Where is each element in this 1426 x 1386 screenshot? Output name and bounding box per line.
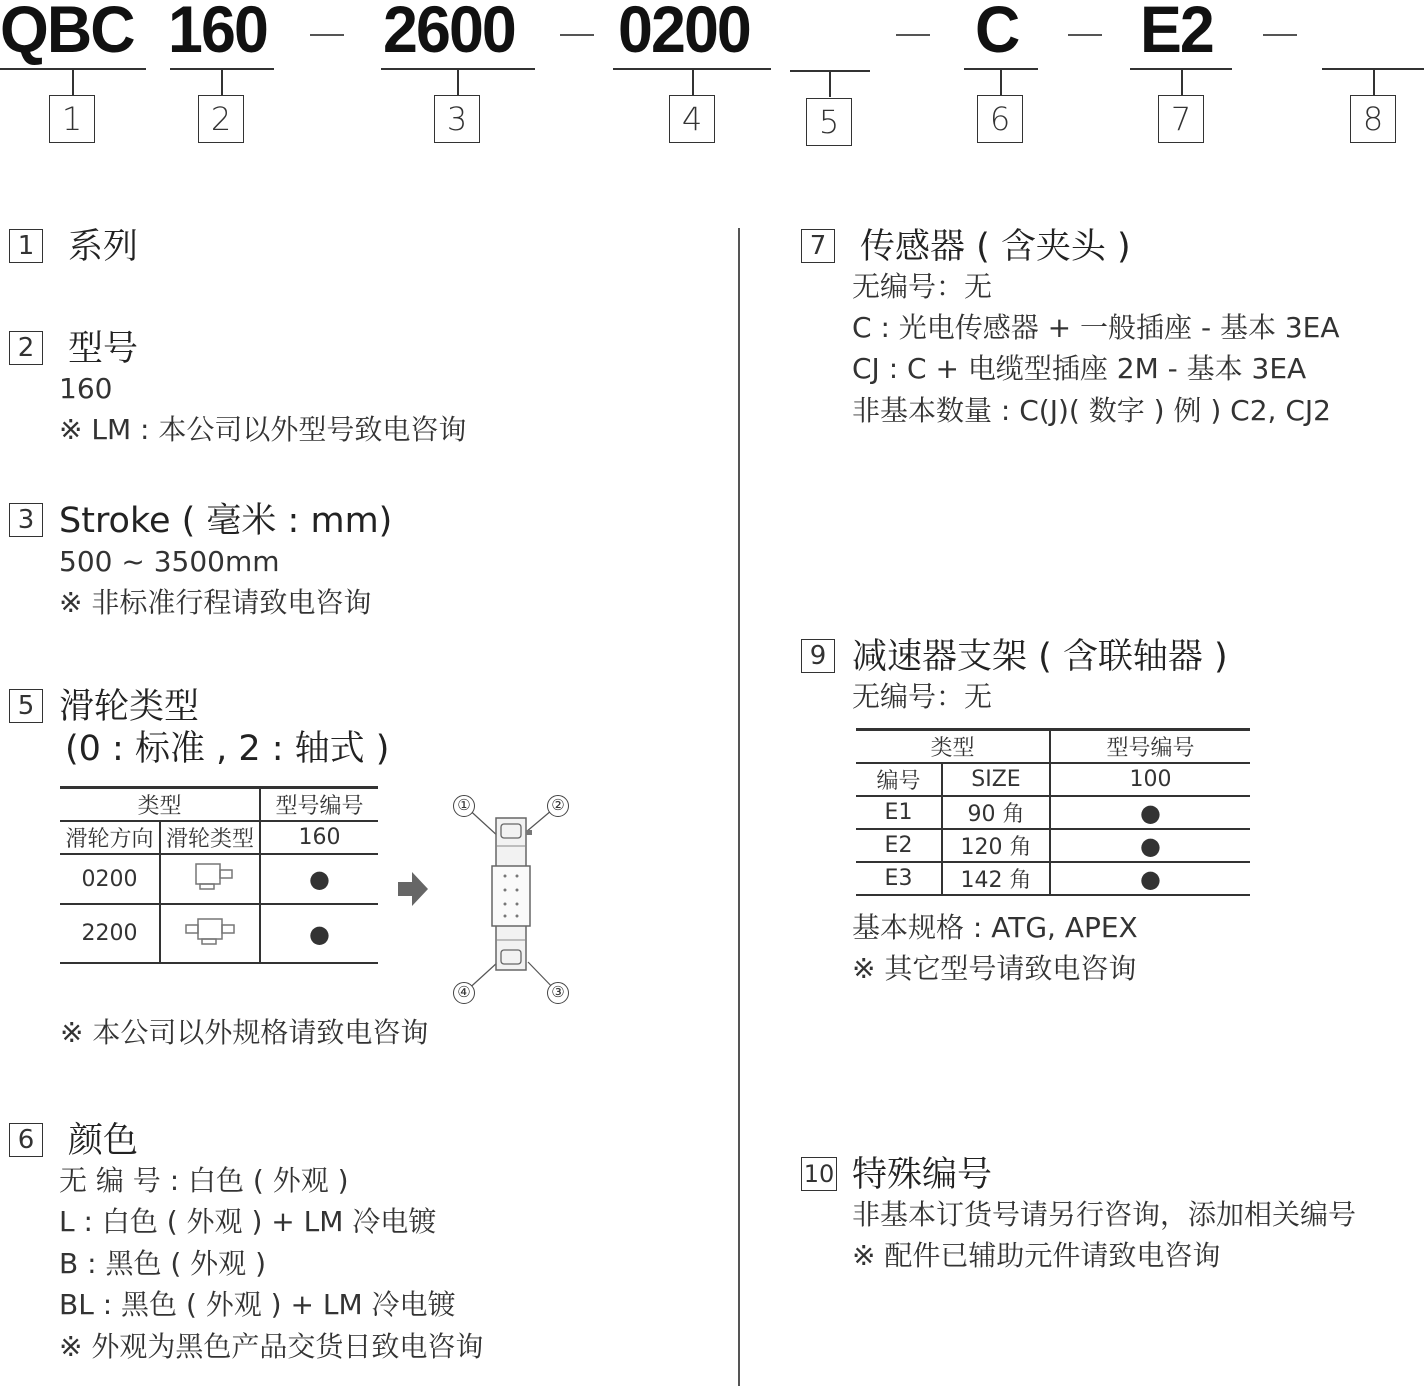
table-row <box>856 796 1250 829</box>
section-subtitle: (0 : 标准 , 2 : 轴式 ) <box>65 729 390 769</box>
table-subheader: 滑轮类型 <box>160 821 260 854</box>
section-number: 1 <box>9 229 43 263</box>
code-tick <box>829 71 831 97</box>
table-row <box>60 904 378 963</box>
section-line: 非基本数量 : C(J)( 数字 ) 例 ) C2, CJ2 <box>852 394 1331 427</box>
code-tick <box>72 69 74 95</box>
table-subheader: SIZE <box>942 763 1050 796</box>
code-tick <box>1000 69 1002 95</box>
table-header: 类型 <box>856 730 1050 764</box>
table-cell: 142 角 <box>942 862 1050 895</box>
diagram-label-1: ① <box>453 795 475 817</box>
position-number-8: 8 <box>1350 95 1396 143</box>
table-row <box>856 829 1250 862</box>
separator-dash <box>896 34 930 36</box>
section-number: 3 <box>9 503 43 537</box>
availability-dot: ● <box>260 904 378 963</box>
table-cell: E1 <box>856 796 942 829</box>
section-title: 型号 <box>68 329 139 369</box>
table-subheader: 滑轮方向 <box>60 821 160 854</box>
section-line: 无编号：无 <box>852 680 993 713</box>
section-title: 特殊编号 <box>852 1155 993 1195</box>
table-row <box>856 862 1250 895</box>
table-cell: E2 <box>856 829 942 862</box>
section-number: 5 <box>9 689 43 723</box>
pulley-shaft-icon <box>160 904 260 963</box>
section-line: ※ 其它型号请致电咨询 <box>852 952 1137 985</box>
section-number: 10 <box>801 1157 837 1191</box>
availability-dot: ● <box>1050 862 1250 895</box>
table-subheader: 编号 <box>856 763 942 796</box>
section-line: ※ 非标准行程请致电咨询 <box>59 586 372 619</box>
code-sensor: E2 <box>1140 0 1213 66</box>
position-number-6: 6 <box>977 95 1023 143</box>
table-row <box>60 854 378 904</box>
section-note: ※ 本公司以外规格请致电咨询 <box>60 1016 429 1049</box>
position-number-5: 5 <box>806 98 852 146</box>
section-line: ※ 配件已辅助元件请致电咨询 <box>852 1239 1221 1272</box>
section-line: 无编号：无 <box>852 270 993 303</box>
section-line: ※ LM : 本公司以外型号致电咨询 <box>59 413 467 446</box>
position-number-2: 2 <box>198 95 244 143</box>
column-divider <box>738 228 740 1386</box>
actuator-diagram <box>450 790 580 1010</box>
section-line: 160 <box>59 372 113 405</box>
section-line: BL : 黑色 ( 外观 ) + LM 冷电镀 <box>59 1288 456 1321</box>
section-line: 基本规格 : ATG, APEX <box>852 911 1138 944</box>
code-pulley: 0200 <box>618 0 750 66</box>
table-cell: 120 角 <box>942 829 1050 862</box>
section-line: 无 编 号 : 白色 ( 外观 ) <box>59 1164 349 1197</box>
table-header: 型号编号 <box>260 788 378 822</box>
code-color: C <box>975 0 1019 66</box>
code-tick <box>1373 69 1375 95</box>
availability-dot: ● <box>260 854 378 904</box>
code-tick <box>692 69 694 95</box>
section-line: 非基本订货号请另行咨询，添加相关编号 <box>852 1198 1357 1231</box>
section-title: 系列 <box>68 227 139 267</box>
position-number-1: 1 <box>49 95 95 143</box>
code-tick <box>457 69 459 95</box>
section-line: B : 黑色 ( 外观 ) <box>59 1247 266 1280</box>
code-series: QBC <box>0 0 134 66</box>
separator-dash <box>1068 34 1102 36</box>
section-title: Stroke ( 毫米 : mm) <box>59 501 393 541</box>
position-number-3: 3 <box>434 95 480 143</box>
section-number: 7 <box>801 229 835 263</box>
section-line: C : 光电传感器 + 一般插座 - 基本 3EA <box>852 311 1340 344</box>
separator-dash <box>310 34 344 36</box>
code-model: 160 <box>168 0 267 66</box>
separator-dash <box>560 34 594 36</box>
diagram-label-3: ③ <box>547 982 569 1004</box>
position-number-4: 4 <box>669 95 715 143</box>
table-cell: 90 角 <box>942 796 1050 829</box>
table-cell: E3 <box>856 862 942 895</box>
section-title: 减速器支架 ( 含联轴器 ) <box>852 637 1228 677</box>
section-title: 颜色 <box>68 1121 139 1161</box>
table-cell: 2200 <box>60 904 160 963</box>
right-arrow-icon <box>396 870 430 908</box>
table-subheader: 100 <box>1050 763 1250 796</box>
availability-dot: ● <box>1050 829 1250 862</box>
table-subheader: 160 <box>260 821 378 854</box>
availability-dot: ● <box>1050 796 1250 829</box>
section-line: CJ : C + 电缆型插座 2M - 基本 3EA <box>852 352 1307 385</box>
section-line: L : 白色 ( 外观 ) + LM 冷电镀 <box>59 1205 437 1238</box>
code-tick <box>1181 69 1183 95</box>
table-header: 类型 <box>60 788 260 822</box>
position-number-7: 7 <box>1158 95 1204 143</box>
reducer-bracket-table <box>856 728 1250 896</box>
pulley-type-table <box>60 786 378 964</box>
diagram-label-2: ② <box>547 795 569 817</box>
table-cell: 0200 <box>60 854 160 904</box>
section-number: 9 <box>801 639 835 673</box>
separator-dash <box>1263 34 1297 36</box>
code-tick <box>221 69 223 95</box>
section-line: ※ 外观为黑色产品交货日致电咨询 <box>59 1330 484 1363</box>
section-number: 6 <box>9 1123 43 1157</box>
code-stroke: 2600 <box>383 0 515 66</box>
section-title: 传感器 ( 含夹头 ) <box>860 227 1131 267</box>
section-line: 500 ~ 3500mm <box>59 545 280 578</box>
table-header: 型号编号 <box>1050 730 1250 764</box>
pulley-standard-icon <box>160 854 260 904</box>
section-title: 滑轮类型 <box>59 687 200 727</box>
diagram-label-4: ④ <box>453 982 475 1004</box>
section-number: 2 <box>9 331 43 365</box>
